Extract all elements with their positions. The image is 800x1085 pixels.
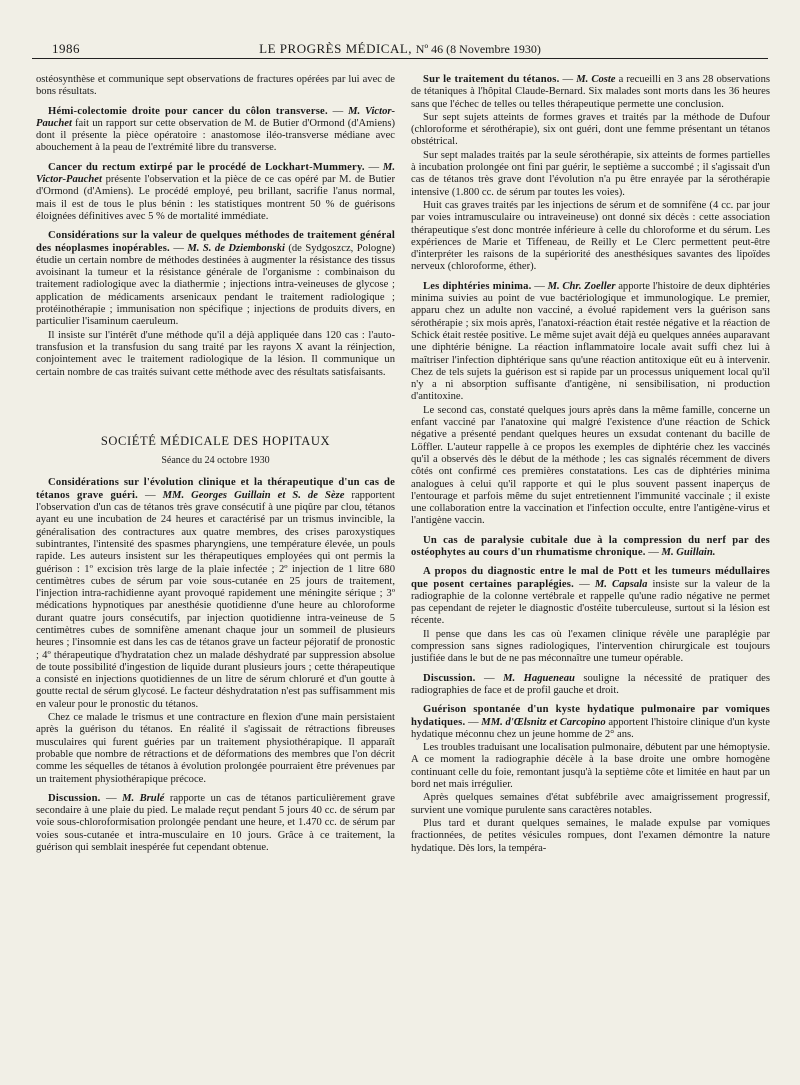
- section-body: apporte l'histoire de deux diphtéries minima suivies au point de vue bactériologique et immunologique. Le premier, apparu chez un adulte non vacciné, a évolué rapidement vers la guérison sans sérothérapie ; six mois après, l'anatoxi-réaction était restée négative et la réaction de Schick était restée positive. Le même sujet avait déjà eu quelques années auparavant une diphtérie bénigne. La réaction inflammatoire locale avait suffi chez lui à maîtriser l'infection diphtérique sans qu'une réaction antitoxique eût eu à intervenir. Chez de tels sujets la guérison est si rapide par un processus uniquement local qu'il n'y a ni absorption suffisante d'antigène, ni sensibilisation, ni production d'antitoxine.: [411, 280, 770, 403]
- section-author: M. Capsala: [594, 578, 648, 590]
- section-body: fait un rapport sur cette observation de M. de Butier d'Ormond (d'Amiens) dont il présente la pièce opératoire : anastomose iléo-transverse médiane avec abouchement à la peau de l'extrémité libre du transverse.: [36, 117, 395, 154]
- section-author: M. Brulé: [122, 792, 165, 804]
- section-author: MM. Georges Guillain et S. de Sèze: [162, 489, 345, 501]
- issue-info: Nº 46 (8 Novembre 1930): [415, 42, 541, 56]
- section-paragraph: Il insiste sur l'intérêt d'une méthode qu'il a déjà appliquée dans 120 cas : l'auto-transfusion et la transfusion du sang traité par les rayons X avant la réinjection, conjointement avec le traitement radiologique de la lésion. Il communique un certain nombre de cas traités suivant cette méthode avec des résultats satisfaisants.: [36, 329, 395, 378]
- left-column: [36, 74, 395, 1079]
- section-discussion-brule: Discussion. — M. Brulé rapporte un cas de tétanos particulièrement grave secondaire à une plaie du pied. Le malade reçut pendant 5 jours 40 cc. de sérum par voie sous-chloroformisation prolongée pendant une heure, et 1.470 cc. de sérum par voies sous-cutanée et intra-musculaire en 10 jours. Grâce à ce traitement, la guérison qui semblait inespérée fut cependant obtenue.: [36, 792, 395, 854]
- section-body: apportent l'histoire clinique d'un kyste hydatique méconnu chez un jeune homme de 2° ans.: [411, 716, 770, 740]
- section-heading: Discussion.: [48, 792, 101, 804]
- section-paragraph: Le second cas, constaté quelques jours après dans la même famille, concerne un enfant vacciné par l'anatoxine qui malgré l'existence d'une réaction de Schick négative a présenté pendant quelques heures un exsudat contenant du bacille de Löffler. L'auteur rappelle à ce propos les exemples de diphtérie chez les vaccinés qu'il a observés dès le début de la méthode ; les cas signalés récemment de divers côtés ont confirmé ces premières constatations. Les cas de diphtéries minima analogues à celui qu'il rapporte et qui le plus souvent passent inaperçus de l'entourage et parfois même du sujet entretiennent l'immunité vaccinale ; il existe une collaboration entre la vaccination et l'infection occulte, entre l'antigène-virus et l'antigène vaccin.: [411, 404, 770, 527]
- section-paralysie-cubitale: Un cas de paralysie cubitale due à la compression du nerf par des ostéophytes au cours d'un rhumatisme chronique. — M. Guillain.: [411, 534, 770, 558]
- section-heading: A propos du diagnostic entre le mal de Pott et les tumeurs médullaires que posent certaines paraplégies.: [411, 566, 770, 590]
- section-paragraph: Les troubles traduisant une localisation pulmonaire, débutent par une hémoptysie. A ce moment la radiographie décèle à la base droite une ombre homogène continuant celle du foie, remontant jusqu'à la septième côte et limitée en haut par un bord net mais irrégulier.: [411, 742, 770, 791]
- section-paragraph: Plus tard et durant quelques semaines, le malade expulse par vomiques fractionnées, de petites vésicules rompues, dont l'examen démontre la nature hydatique. Dès lors, la tempéra-: [411, 817, 770, 854]
- section-tetanos-grave: Considérations sur l'évolution clinique et la thérapeutique d'un cas de tétanos grave guéri. — MM. Georges Guillain et S. de Sèze rapportent l'observation d'un cas de tétanos très grave consécutif à une piqûre par clou, tétanos ayant eu une incubation de 24 heures et caractérisé par un trismus invincible, la généralisation des contractures aux quatre membres, des crises paroxystiques subintrantes, l'intensité des spasmes pharyngiens, une température élevée, un pouls rapide. Les auteurs insistent sur les thérapeutiques employées qui ont permis la guérison : 1º excision très large de la plaie infectée ; 2º injection de 1 litre 680 centimètres cubes de sérum par voie sous-cutanée en 25 jours de traitement, l'injection intra-rachidienne ayant provoqué rapidement une méningite sérique ; 3º médications hypnotiques par anesthésie quotidienne d'une heure au chloroforme durant quatre jours consécutifs, par injection quotidienne intra-veineuse de 5 centimètres cubes de somnifène amenant chaque jour un sommeil de plusieurs heures ; l'insomnie est dans les cas de tétanos grave un facteur péjoratif de pronostic ; 4º thérapeutique d'hydratation chez un malade déshydraté par suppression absolue de toute possibilité d'ingestion de liquide durant plusieurs jours ; cette thérapeutique a consisté en injections quotidiennes de un litre de sérum chloruré et d'un goutte à goutte rectal de sérum glycosé. Le facteur déshydratation n'est pas suffisamment mis en valeur pour le pronostic du tétanos. Chez ce malade le trismus et une contracture en flexion d'une main persistaient après la guérison du tétanos. En réalité il s'agissait de rétractions fibreuses musculaires qui furent guéries par un traitement physiothérapique. Il apparaît probable que nombre de rétractions et de déformations des membres que l'on décrit comme les séquelles de tétanos à évolution prolongée pourraient être prévenues par un traitement physiothérapique précoce.: [36, 477, 395, 785]
- section-author: M. Victor-Pauchet: [36, 161, 395, 186]
- section-heading: Discussion.: [423, 672, 476, 684]
- section-body: présente l'observation et la pièce de ce cas opéré par M. de Butier d'Ormond (d'Amiens). Le procédé employé, peu brillant, sacrifie l'anus normal, mais il est de tous le plus bénin : les statistiques montrent 50 % de guérisons éloignées définitives avec 5 % de mortalité immédiate.: [36, 174, 395, 222]
- section-diphteries: Les diphtéries minima. — M. Chr. Zoeller apporte l'histoire de deux diphtéries minima suivies au point de vue bactériologique et immunologique. Le premier, apparu chez un adulte non vacciné, a évolué rapidement vers la guérison sans sérothérapie ; six mois après, l'anatoxi-réaction était restée négative et la réaction de Schick était restée positive. Le même sujet avait déjà eu quelques années auparavant une diphtérie bénigne. La réaction inflammatoire locale avait suffi chez lui à maîtriser l'infection diphtérique sans qu'une réaction antitoxique eût eu à intervenir. Chez de tels sujets la guérison est si rapide par un processus uniquement local qu'il n'y a ni absorption suffisante d'antigène, ni sensibilisation, ni production d'antitoxine. Le second cas, constaté quelques jours après dans la même famille, concerne un enfant vacciné par l'anatoxine qui malgré l'existence d'une réaction de Schick négative a présenté pendant quelques heures un exsudat contenant du bacille de Löffler. L'auteur rappelle à ce propos les exemples de diphtérie chez les vaccinés qu'il a observés dès le début de la méthode ; les cas signalés récemment de divers côtés ont confirmé ces premières constatations. Les cas de diphtéries minima analogues à celui qu'il rapporte et qui le plus souvent passent inaperçus de l'entourage et parfois même du sujet entretiennent l'immunité vaccinale ; il existe une collaboration entre la vaccination et l'infection occulte, entre l'antigène-virus et l'antigène vaccin.: [411, 280, 770, 527]
- section-paragraph: Sur sept malades traités par la seule sérothérapie, six atteints de formes partielles à incubation prolongée ont fini par guérir, le septième a succombé ; il s'agissait d'un cas de tétanos très grave dont l'évolution n'a pu être enrayée par la sérothérapie intensive (1.800 cc. de sérum par toutes les voies).: [411, 149, 770, 198]
- section-kyste-hydatique: Guérison spontanée d'un kyste hydatique pulmonaire par vomiques hydatiques. — MM. d'Œlsnitz et Carcopino apportent l'histoire clinique d'un kyste hydatique méconnu chez un jeune homme de 2° ans. Les troubles traduisant une localisation pulmonaire, débutent par une hémoptysie. A ce moment la radiographie décèle à la base droite une ombre homogène continuant celle du foie, remontant jusqu'à la septième côte et limitée en haut par un bord net mais irrégulier. Après quelques semaines d'état subfébrile avec amaigrissement progressif, survient une vomique purulente sans caractères notables. Plus tard et durant quelques semaines, le malade expulse par vomiques fractionnées, de petites vésicules rompues, dont l'examen démontre la nature hydatique. Dès lors, la tempéra-: [411, 704, 770, 854]
- section-author: M. Hagueneau: [503, 672, 575, 684]
- section-body: souligne la nécessité de pratiquer des radiographies de face et de profil gauche et droit.: [411, 672, 770, 696]
- section-heading: Considérations sur la valeur de quelques méthodes de traitement général des néoplasmes inopérables.: [36, 230, 395, 254]
- section-heading: Sur le traitement du tétanos.: [423, 74, 560, 85]
- section-paragraph: Huit cas graves traités par les injections de sérum et de somnifène (4 cc. par jour par voies intramusculaire ou intraveineuse) ont donné six décès : cette association thérapeutique s'est donc montrée inférieure à celle du chloroforme et du sérum. Les expériences de Marie et Tiffeneau, de Reilly et Le Clerc permettent peut-être d'interpréter les raisons de la supériorité des anesthésiques savantes des lipoïdes nerveux (chloroforme, éther).: [411, 199, 770, 273]
- intro-paragraph: ostéosynthèse et communique sept observations de fractures opérées par lui avec de bons résultats.: [36, 74, 395, 98]
- section-cancer-rectum: Cancer du rectum extirpé par le procédé de Lockhart-Mummery. — M. Victor-Pauchet présente l'observation et la pièce de ce cas opéré par M. de Butier d'Ormond (d'Amiens). Le procédé employé, peu brillant, sacrifie l'anus normal, mais il est de tous le plus bénin : les statistiques montrent 50 % de guérisons éloignées définitives avec 5 % de mortalité immédiate.: [36, 161, 395, 222]
- section-author: M. Chr. Zoeller: [547, 280, 616, 292]
- section-traitement-tetanos: Sur le traitement du tétanos. — M. Coste a recueilli en 3 ans 28 observations de tétaniques à l'hôpital Claude-Bernard. Six malades sont morts dans les 36 heures sans que l'échec de telles ou telles thérapeutique permette une conclusion. Sur sept sujets atteints de formes graves et traités par la méthode de Dufour (chloroforme et sérothérapie), six ont guéri, dont une femme présentant un tétanos obstétrical. Sur sept malades traités par la seule sérothérapie, six atteints de formes partielles à incubation prolongée ont fini par guérir, le septième a succombé ; il s'agissait d'un cas de tétanos très grave dont l'évolution n'a pu être enrayée par la sérothérapie intensive (1.800 cc. de sérum par toutes les voies). Huit cas graves traités par les injections de sérum et de somnifène (4 cc. par jour par voies intramusculaire ou intraveineuse) ont donné six décès : cette association thérapeutique s'est donc montrée inférieure à celle du chloroforme et du sérum. Les expériences de Marie et Tiffeneau, de Reilly et Le Clerc permettent peut-être d'interpréter les raisons de la supériorité des anesthésiques savantes des lipoïdes nerveux (chloroforme, éther).: [411, 74, 770, 273]
- section-author: M. Coste: [576, 74, 616, 85]
- section-heading: Guérison spontanée d'un kyste hydatique pulmonaire par vomiques hydatiques.: [411, 704, 770, 728]
- section-hemicolectomie: Hémi-colectomie droite pour cancer du côlon transverse. — M. Victor-Pauchet fait un rapport sur cette observation de M. de Butier d'Ormond (d'Amiens) dont il présente la pièce opératoire : anastomose iléo-transverse médiane avec abouchement à la peau de l'extrémité libre du transverse.: [36, 105, 395, 154]
- right-column: [411, 74, 770, 1079]
- section-paragraph: Il pense que dans les cas où l'examen clinique révèle une paraplégie par compression sans signes radiologiques, l'intervention chirurgicale est toujours justifiée dans le but de ne pas méconnaître une tumeur opérable.: [411, 628, 770, 665]
- section-body: (de Sydgoszcz, Pologne) étudie un certain nombre de méthodes destinées à augmenter la résistance des tissus avoisinant la tumeur et la résistance générale de l'organisme : combinaison du traitement radiologique avec la diathermie ; injections intra-veineuses de glycose ; application de médicaments arsenicaux pendant le traitement radiologique ; protéinothérapie ; immunisation non spécifique ; injections de produits divers, en particulier l'isaminum caeruleum.: [36, 242, 395, 328]
- section-body: a recueilli en 3 ans 28 observations de tétaniques à l'hôpital Claude-Bernard. Six malades sont morts dans les 36 heures sans que l'échec de telles ou telles thérapeutique permette une conclusion.: [411, 74, 770, 110]
- section-heading: Les diphtéries minima.: [423, 280, 532, 292]
- section-paragraph: Sur sept sujets atteints de formes graves et traités par la méthode de Dufour (chloroforme et sérothérapie), six ont guéri, dont une femme présentant un tétanos obstétrical.: [411, 111, 770, 148]
- seance-date: Séance du 24 octobre 1930: [161, 455, 270, 467]
- section-author: MM. d'Œlsnitz et Carcopino: [481, 716, 606, 728]
- section-heading: Cancer du rectum extirpé par le procédé de Lockhart-Mummery.: [48, 161, 365, 173]
- journal-title: LE PROGRÈS MÉDICAL, Nº 46 (8 Novembre 1930): [259, 41, 541, 56]
- section-paragraph: Chez ce malade le trismus et une contracture en flexion d'une main persistaient après la guérison du tétanos. En réalité il s'agissait de rétractions fibreuses musculaires qui furent guéries par un traitement physiothérapique. Il apparaît probable que nombre de rétractions et de déformations des membres que l'on décrit comme les séquelles de tétanos à évolution prolongée pourraient être prévenues par un traitement physiothérapique précoce.: [36, 712, 395, 785]
- running-header: [32, 36, 768, 59]
- section-heading: Considérations sur l'évolution clinique et la thérapeutique d'un cas de tétanos grave guéri.: [36, 477, 395, 501]
- section-discussion-hagueneau: Discussion. — M. Hagueneau souligne la nécessité de pratiquer des radiographies de face et de profil gauche et droit.: [411, 672, 770, 696]
- section-author: M. Victor-Pauchet: [36, 105, 395, 129]
- section-author: M. S. de Dziembonski: [187, 242, 285, 254]
- section-neoplasmes: Considérations sur la valeur de quelques méthodes de traitement général des néoplasmes inopérables. — M. S. de Dziembonski (de Sydgoszcz, Pologne) étudie un certain nombre de méthodes destinées à augmenter la résistance des tissus avoisinant la tumeur et la résistance générale de l'organisme : combinaison du traitement radiologique avec la diathermie ; injections intra-veineuses de glycose ; application de médicaments arsenicaux pendant le traitement radiologique ; protéinothérapie ; immunisation non spécifique ; injections de produits divers, en particulier l'isaminum caeruleum. Il insiste sur l'intérêt d'une méthode qu'il a déjà appliquée dans 120 cas : l'auto-transfusion et la transfusion du sang traité par les rayons X avant la réinjection, conjointement avec le traitement radiologique de la lésion. Il communique un certain nombre de cas traités suivant cette méthode avec des résultats satisfaisants.: [36, 230, 395, 378]
- section-body: rapportent l'observation d'un cas de tétanos très grave consécutif à une piqûre par clou, tétanos ayant eu une incubation de 24 heures et caractérisé par un trismus invincible, la généralisation des contractures aux quatre membres, des crises paroxystiques subintrantes, l'intensité des spasmes pharyngiens, une température élevée, un pouls rapide. Les auteurs insistent sur les thérapeutiques employées qui ont permis la guérison : 1º excision très large de la plaie infectée ; 2º injection de 1 litre 680 centimètres cubes de sérum par voie sous-cutanée en 25 jours de traitement, l'injection intra-rachidienne ayant provoqué rapidement une méningite sérique ; 3º médications hypnotiques par anesthésie quotidienne d'une heure au chloroforme durant quatre jours consécutifs, par injection quotidienne intra-veineuse de 5 centimètres cubes de somnifène amenant chaque jour un sommeil de plusieurs heures ; l'insomnie est dans les cas de tétanos grave un facteur péjoratif de pronostic ; 4º thérapeutique d'hydratation chez un malade déshydraté par suppression absolue de toute possibilité d'ingestion de liquide durant plusieurs jours ; cette thérapeutique a consisté en injections quotidiennes de un litre de sérum chloruré et d'un goutte à goutte rectal de sérum glycosé. Le facteur déshydratation n'est pas suffisamment mis en valeur pour le pronostic du tétanos.: [36, 489, 395, 710]
- society-heading: SOCIÉTÉ MÉDICALE DES HOPITAUX: [100, 433, 331, 448]
- section-body: rapporte un cas de tétanos particulièrement grave secondaire à une plaie du pied. Le malade reçut pendant 5 jours 40 cc. de sérum par voie sous-chloroformisation prolongée pendant une heure, et 1.470 cc. de sérum par voies sous-cutanée et intra-musculaire en 10 jours. Grâce à ce traitement, la guérison qui semblait inespérée fut cependant obtenue.: [36, 792, 395, 854]
- section-paragraph: Après quelques semaines d'état subfébrile avec amaigrissement progressif, survient une vomique purulente sans caractères notables.: [411, 792, 770, 816]
- section-mal-de-pott: A propos du diagnostic entre le mal de Pott et les tumeurs médullaires que posent certaines paraplégies. — M. Capsala insiste sur la valeur de la radiographie de la colonne vertébrale et rappelle qu'une radio négative ne permet pas cependant de rejeter le diagnostic d'ostéite tuberculeuse, surtout si la lésion est récente. Il pense que dans les cas où l'examen clinique révèle une paraplégie par compression sans signes radiologiques, l'intervention chirurgicale est toujours justifiée dans le but de ne pas méconnaître une tumeur opérable.: [411, 566, 770, 665]
- section-heading: Hémi-colectomie droite pour cancer du côlon transverse.: [48, 105, 328, 117]
- section-heading: Un cas de paralysie cubitale due à la compression du nerf par des ostéophytes au cours d'un rhumatisme chronique.: [411, 534, 770, 558]
- section-body: insiste sur la valeur de la radiographie de la colonne vertébrale et rappelle qu'une radio négative ne permet pas cependant de rejeter le diagnostic d'ostéite tuberculeuse, surtout si la lésion est récente.: [411, 578, 770, 627]
- article-columns: [36, 74, 770, 1079]
- section-author: M. Guillain.: [661, 546, 716, 558]
- page-number: 1986: [52, 41, 80, 56]
